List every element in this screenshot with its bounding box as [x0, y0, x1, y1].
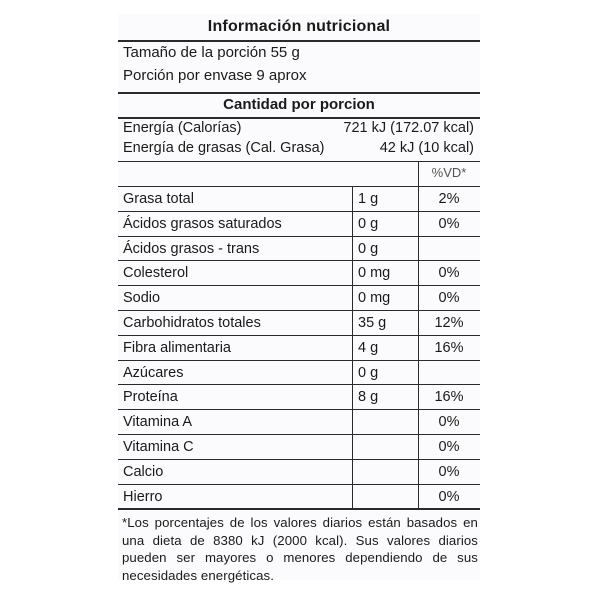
nutrient-name: Grasa total [123, 191, 194, 207]
nutrient-amount: 0 g [358, 215, 379, 232]
footnote: *Los porcentajes de los valores diarios están basados en una dieta de 8380 kJ (2000 kcal). Sus valores diarios pueden ser mayores o menores dependiendo de sus necesidades energéticas. [122, 515, 478, 583]
nutrient-name: Vitamina A [123, 414, 193, 431]
row-divider [118, 211, 480, 212]
energy-fat-label: Energía de grasas (Cal. Grasa) [123, 140, 325, 156]
nutrient-daily-value: 0% [438, 215, 460, 232]
nutrient-amount: 0 g [358, 240, 379, 257]
nutrient-name: Azúcares [123, 364, 184, 381]
nutrient-name: Vitamina C [123, 439, 194, 455]
row-divider [118, 434, 480, 435]
row-divider [118, 360, 480, 361]
nutrient-amount: 35 g [358, 315, 387, 331]
nutrient-amount: 4 g [358, 339, 379, 356]
nutrient-daily-value: 16% [434, 389, 464, 406]
label-title: Información nutricional [207, 18, 391, 35]
row-divider [118, 285, 480, 286]
nutrient-amount: 0 g [358, 364, 379, 381]
row-divider [118, 310, 480, 311]
nutrient-name: Fibra alimentaria [123, 339, 231, 356]
nutrient-amount: 0 mg [358, 290, 391, 307]
row-divider [118, 236, 480, 237]
divider [118, 161, 480, 162]
divider [118, 508, 480, 510]
nutrient-daily-value: 0% [438, 290, 460, 307]
nutrient-name: Colesterol [123, 265, 189, 282]
nutrient-daily-value: 0% [438, 463, 460, 480]
row-divider [118, 260, 480, 261]
nutrient-daily-value: 0% [438, 265, 460, 282]
nutrient-name: Proteína [123, 389, 178, 406]
row-divider [118, 459, 480, 460]
nutrient-amount: 8 g [358, 389, 379, 406]
servings-per-container: Porción por envase 9 aprox [123, 67, 307, 84]
nutrient-amount: 0 mg [358, 265, 391, 282]
nutrient-daily-value: 0% [438, 488, 460, 505]
energy-calories-value: 721 kJ (172.07 kcal) [343, 120, 474, 136]
section-title: Cantidad por porcion [223, 96, 375, 113]
row-divider [118, 384, 480, 385]
nutrient-name: Ácidos grasos saturados [123, 215, 282, 232]
energy-fat-value: 42 kJ (10 kcal) [379, 140, 474, 156]
nutrient-amount: 1 g [358, 191, 379, 207]
nutrient-name: Calcio [123, 463, 164, 480]
row-divider [118, 484, 480, 485]
divider [118, 92, 480, 94]
row-divider [118, 409, 480, 410]
nutrient-name: Carbohidratos totales [123, 315, 261, 331]
nutrient-daily-value: 2% [438, 191, 460, 207]
nutrient-daily-value: 16% [434, 339, 464, 356]
nutrient-name: Ácidos grasos - trans [123, 240, 260, 257]
divider [118, 40, 480, 42]
divider [118, 186, 480, 187]
energy-calories-label: Energía (Calorías) [123, 120, 242, 136]
row-divider [118, 335, 480, 336]
dv-header: %VD* [431, 165, 467, 180]
nutrient-daily-value: 0% [438, 439, 460, 455]
nutrient-name: Sodio [123, 290, 161, 307]
nutrition-facts-label [118, 14, 480, 583]
divider [118, 117, 480, 119]
nutrient-daily-value: 12% [434, 315, 464, 331]
nutrient-name: Hierro [123, 488, 163, 505]
nutrient-daily-value: 0% [438, 414, 460, 431]
serving-size: Tamaño de la porción 55 g [123, 44, 300, 61]
